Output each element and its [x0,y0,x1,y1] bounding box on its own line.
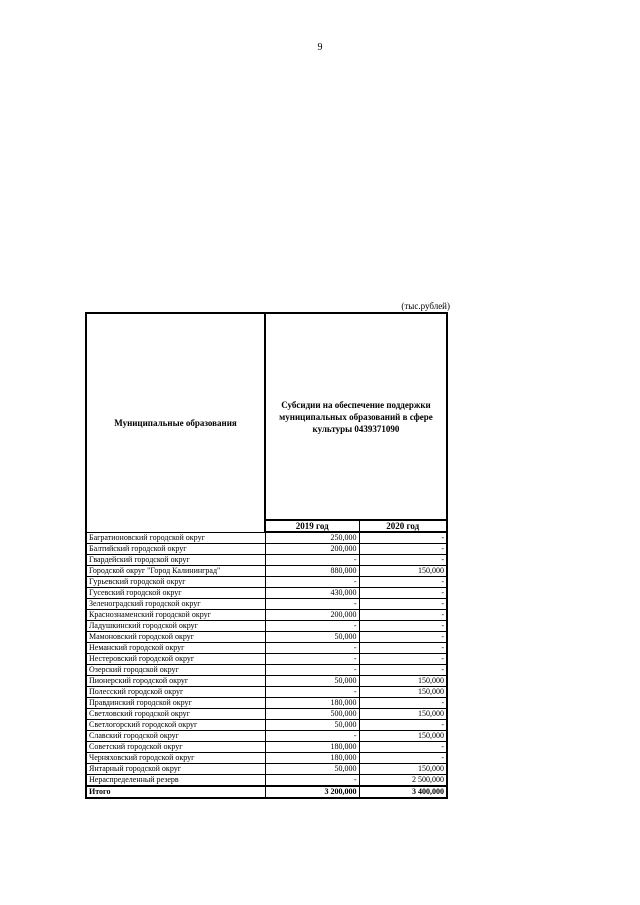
value-2020: 150,000 [359,687,447,698]
value-2020: 150,000 [359,709,447,720]
value-2019: 50,000 [265,720,359,731]
value-2020: - [359,532,447,544]
municipality-name: Городской округ "Город Калининград" [86,566,265,577]
municipality-name: Зеленоградский городской округ [86,599,265,610]
value-2019: 180,000 [265,742,359,753]
total-label: Итого [86,786,265,798]
page-number: 9 [317,42,323,53]
table-row [86,577,447,588]
value-2019: 200,000 [265,544,359,555]
value-2020: - [359,643,447,654]
value-2019: 430,000 [265,588,359,599]
municipality-name: Неманский городской округ [86,643,265,654]
municipality-name: Пионерский городской округ [86,676,265,687]
value-2019: - [265,621,359,632]
value-2019: 200,000 [265,610,359,621]
table-row [86,599,447,610]
value-2020: 150,000 [359,566,447,577]
municipality-name: Нестеровский городской округ [86,654,265,665]
table-row [86,687,447,698]
municipality-name: Черняховский городской округ [86,753,265,764]
total-2019: 3 200,000 [265,786,359,798]
value-2019: 180,000 [265,753,359,764]
value-2020: - [359,742,447,753]
municipality-name: Гурьевский городской округ [86,577,265,588]
value-2020: - [359,610,447,621]
table-row [86,731,447,742]
value-2019: 50,000 [265,764,359,775]
value-2019: 50,000 [265,676,359,687]
municipality-name: Багратионовский городской округ [86,532,265,544]
municipality-name: Краснознаменский городской округ [86,610,265,621]
value-2020: 150,000 [359,676,447,687]
value-2019: - [265,555,359,566]
table-row [86,764,447,775]
table-row [86,665,447,676]
municipality-name: Гвардейский городской округ [86,555,265,566]
table-row [86,544,447,555]
total-2020: 3 400,000 [359,786,447,798]
municipality-name: Полесский городской округ [86,687,265,698]
value-2020: - [359,621,447,632]
municipality-name: Светловский городской округ [86,709,265,720]
value-2019: 50,000 [265,632,359,643]
table-row [86,742,447,753]
units-label: (тыс.рублей) [401,301,450,311]
value-2019: 880,000 [265,566,359,577]
table-row [86,555,447,566]
value-2019: - [265,577,359,588]
subsidy-table [85,312,448,799]
table-row [86,643,447,654]
value-2019: - [265,731,359,742]
table-row [86,566,447,577]
header-municipalities: Муниципальные образования [86,313,265,532]
value-2020: - [359,632,447,643]
value-2020: - [359,753,447,764]
municipality-name: Светлогорский городской округ [86,720,265,731]
value-2019: 250,000 [265,532,359,544]
header-subsidy-title: Субсидии на обеспечение поддержки муниципальных образований в сфере культуры 0439371090 [265,313,447,520]
municipality-name: Советский городской округ [86,742,265,753]
table-row [86,610,447,621]
value-2019: - [265,643,359,654]
value-2019: 180,000 [265,698,359,709]
value-2020: 150,000 [359,731,447,742]
value-2020: 2 500,000 [359,775,447,787]
value-2019: - [265,665,359,676]
value-2020: - [359,555,447,566]
value-2019: - [265,687,359,698]
value-2020: - [359,588,447,599]
value-2020: - [359,654,447,665]
municipality-name: Мамоновский городской округ [86,632,265,643]
value-2020: - [359,698,447,709]
table-row [86,654,447,665]
table-row [86,676,447,687]
table-row [86,720,447,731]
table-row [86,753,447,764]
year-header-2020: 2020 год [359,520,447,532]
value-2020: - [359,599,447,610]
value-2019: - [265,599,359,610]
value-2020: - [359,577,447,588]
table-row [86,775,447,787]
year-header-2019: 2019 год [265,520,359,532]
municipality-name: Озерский городской округ [86,665,265,676]
value-2019: - [265,775,359,787]
municipality-name: Славский городской округ [86,731,265,742]
value-2019: - [265,654,359,665]
table-row [86,632,447,643]
municipality-name: Ладушкинский городской округ [86,621,265,632]
value-2020: - [359,544,447,555]
municipality-name: Гусевский городской округ [86,588,265,599]
table-row [86,588,447,599]
municipality-name: Нераспределенный резерв [86,775,265,787]
table-row [86,709,447,720]
municipality-name: Правдинский городской округ [86,698,265,709]
municipality-name: Балтийский городской округ [86,544,265,555]
table-row [86,621,447,632]
municipality-name: Янтарный городской округ [86,764,265,775]
value-2020: - [359,665,447,676]
value-2019: 500,000 [265,709,359,720]
table-row [86,532,447,544]
table-row [86,698,447,709]
value-2020: 150,000 [359,764,447,775]
value-2020: - [359,720,447,731]
total-row [86,786,447,798]
